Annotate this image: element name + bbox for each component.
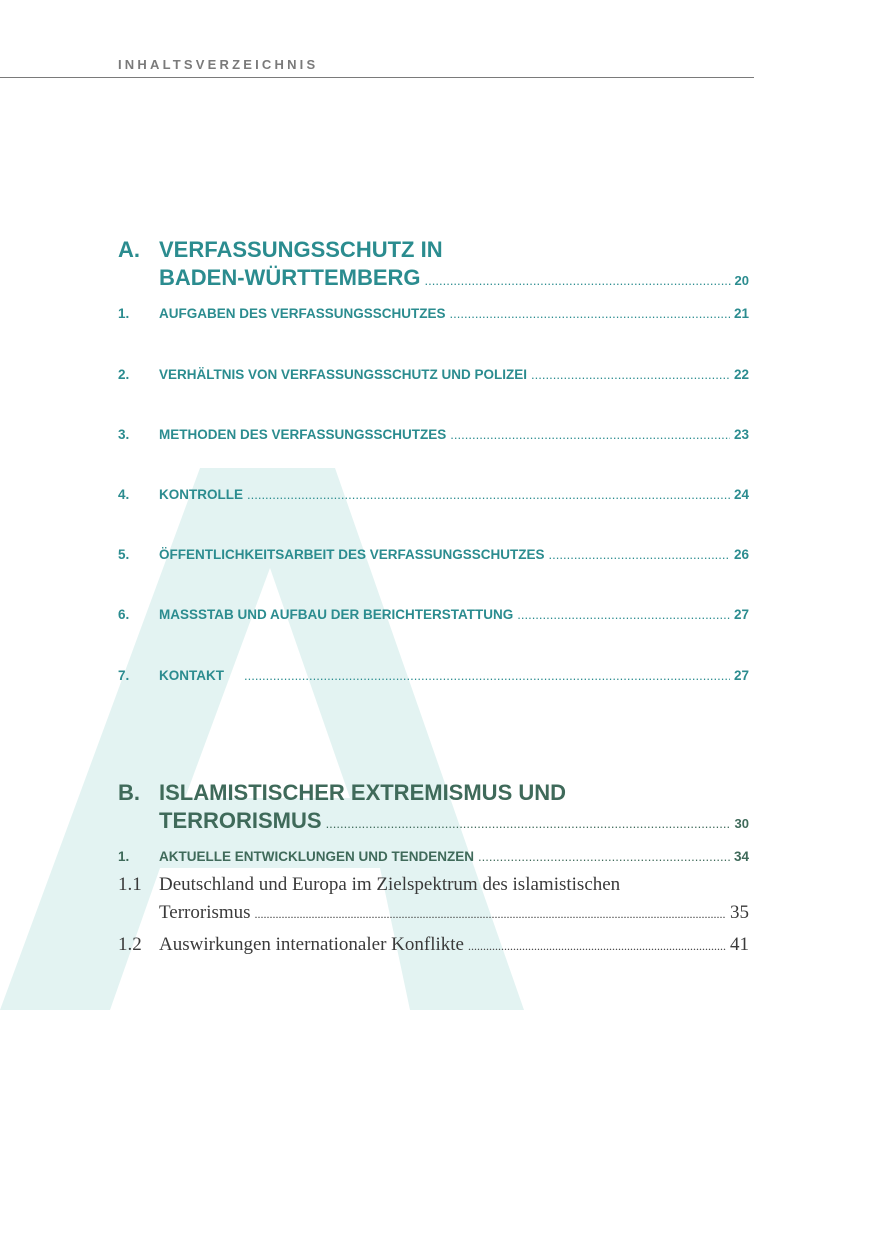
toc-item-title: VERHÄLTNIS VON VERFASSUNGSSCHUTZ UND POLIZEI [159,367,528,382]
toc-item[interactable] [118,367,749,382]
toc-item-number: 1. [118,306,130,321]
toc-item-title: METHODEN DES VERFASSUNGSSCHUTZES [159,427,447,442]
toc-subitem[interactable] [118,874,749,924]
toc-item[interactable] [118,547,749,562]
section-a-page: 20 [734,273,749,288]
toc-item-number: 7. [118,668,130,683]
leader-dots [517,607,730,622]
toc-item-page: 26 [733,547,749,562]
toc-item-title: KONTAKT [159,668,224,683]
section-b-title-line2: TERRORISMUS [159,808,322,833]
toc-subitem-number: 1.1 [118,874,142,895]
toc-subitem-title-line2: Terrorismus [159,902,251,923]
leader-dots [255,907,726,922]
toc-subitem-page: 35 [730,902,749,923]
toc-item[interactable] [118,487,749,502]
toc-item-title: AKTUELLE ENTWICKLUNGEN UND TENDENZEN [159,849,474,864]
toc-item[interactable] [118,849,749,864]
toc-item[interactable] [118,306,749,321]
toc-section-b[interactable] [118,780,749,834]
toc-item[interactable] [118,427,749,442]
leader-dots [531,367,730,382]
toc-item-number: 3. [118,427,130,442]
toc-subitem-page: 41 [730,934,749,955]
toc-item-number: 1. [118,849,130,864]
leader-dots [549,547,730,562]
leader-dots [425,273,731,288]
leader-dots [450,306,730,321]
toc-subitem-title-line1: Deutschland und Europa im Zielspektrum des islamistischen [159,874,621,895]
header-rule [0,77,754,78]
toc-item-page: 27 [733,607,749,622]
toc-subitem-number: 1.2 [118,934,142,955]
toc-item[interactable] [118,668,749,683]
toc-item-page: 22 [733,367,749,382]
toc-subitem-title: Auswirkungen internationaler Konflikte [159,934,464,955]
toc-item[interactable] [118,607,749,622]
section-b-page: 30 [734,816,749,831]
toc-item-title: KONTROLLE [159,487,243,502]
section-b-title-line1: ISLAMISTISCHER EXTREMISMUS UND [159,780,567,805]
page-header-title: INHALTSVERZEICHNIS [118,57,319,72]
toc-section-a[interactable] [118,237,749,291]
section-a-title-line1: VERFASSUNGSSCHUTZ IN [159,237,443,262]
toc-subitem[interactable] [118,934,749,956]
section-a-number: A. [118,237,140,262]
section-b-number: B. [118,780,140,805]
toc-item-title: ÖFFENTLICHKEITSARBEIT DES VERFASSUNGSSCHUTZES [159,547,545,562]
toc-item-number: 4. [118,487,130,502]
toc-item-number: 6. [118,607,130,622]
leader-dots [247,487,730,502]
toc-item-number: 2. [118,367,130,382]
toc-item-page: 27 [733,668,749,683]
toc-item-title: MASSSTAB UND AUFBAU DER BERICHTERSTATTUNG [159,607,514,622]
toc-item-number: 5. [118,547,130,562]
leader-dots [326,816,731,831]
leader-dots [450,427,730,442]
section-a-title-line2: BADEN-WÜRTTEMBERG [159,265,421,290]
toc-item-page: 24 [733,487,749,502]
toc-item-title: AUFGABEN DES VERFASSUNGSSCHUTZES [159,306,446,321]
toc-item-page: 34 [733,849,749,864]
leader-dots [468,939,726,954]
toc-item-page: 23 [733,427,749,442]
leader-dots [244,668,730,683]
toc-item-page: 21 [733,306,749,321]
leader-dots [478,849,730,864]
